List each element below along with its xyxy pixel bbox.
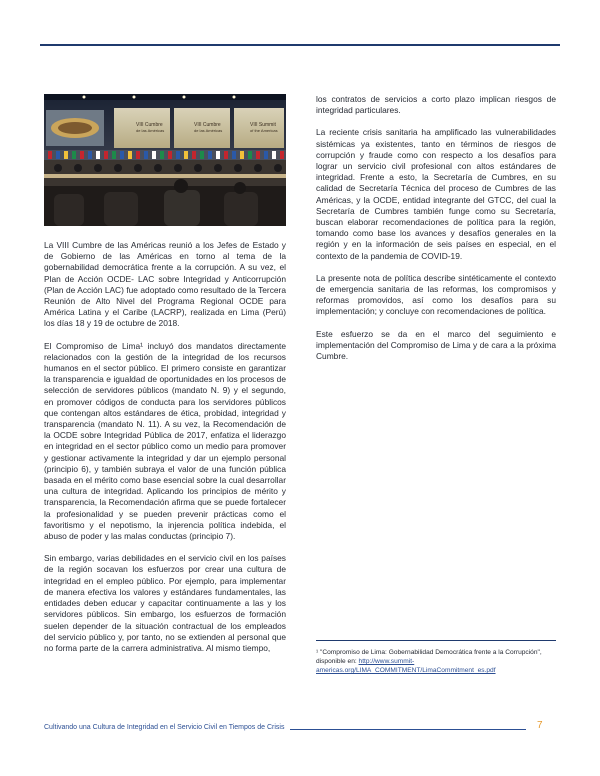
paragraph: La reciente crisis sanitaria ha amplificado las vulnerabilidades sistémicas ya existentes, tanto en términos de riesgos de corrupción y fraude como con respecto a los desafíos para lograr un servicio civil profesional con altos estándares de integridad. Frente a esto, la Secretaría de Cumbres, en su calidad de Secretaría Técnica del proceso de Cumbres de las Américas, y la OCDE, entidad integrante del GTCC, del cual la Secretaría de Cumbres también funge como su Secretaría, buscan elaborar recomendaciones de política para la región, tomando como base los avances y desafíos generales en la región y en la información de seis países en especial, en el contexto de la pandemia de COVID-19. [316, 127, 556, 261]
left-column [44, 240, 286, 665]
footnote [316, 648, 556, 675]
footer-rule [290, 729, 526, 730]
footnote-text: ¹ "Compromiso de Lima: Gobernabilidad Democrática frente a la Corrupción", disponible en: [316, 649, 542, 665]
footnote-rule [316, 640, 556, 641]
paragraph: El Compromiso de Lima¹ incluyó dos mandatos directamente relacionados con la gestión de la integridad de los recursos humanos en el sector público. El primero consiste en garantizar la transparencia e igualdad de oportunidades en los procesos de selección de servidores públicos (mandato N. 9) y el segundo, en promover códigos de conducta para los servidores públicos que contengan altos estándares de ética, probidad, integridad y transparencia (mandato N. 11). A su vez, la Recomendación de la OCDE sobre Integridad Pública de 2017, enfatiza el liderazgo en integridad en el sector público como un medio para promover y gestionar activamente la integridad y dar un ejemplo personal (principio 6), y también subraya el valor de una función pública basada en el mérito como base esencial sobre la cual desarrollar una cultura de integridad. Aplicando los principios de mérito y transparencia, la Recomendación afirma que se puede fortalecer la profesionalidad y se pueden prevenir prácticas como el favoritismo y el nepotismo, la injerencia política indebida, el abuso de poder y las malas conductas (principio 7). [44, 340, 286, 542]
svg-text:of the Americas: of the Americas [250, 128, 278, 133]
paragraph: los contratos de servicios a corto plazo implican riesgos de integridad particulares. [316, 94, 556, 116]
paragraph: La presente nota de política describe sintéticamente el contexto de emergencia sanitaria de las reformas, los compromisos y reformas promovidos, así como los desafíos para su implementación; y concluye con recomendaciones de política. [316, 272, 556, 317]
page-number: 7 [537, 720, 543, 731]
photo-caption: La VIII Cumbre de las Américas reunió a los Jefes de Estado y de Gobierno de las Américas en torno al tema de la gobernabilidad democrática frente a la corrupción. A su vez, el Plan de Acción OCDE- LAC sobre Integridad y Anticorrupción (Plan de Acción LAC) fue adoptado como resultado de la Tercera Reunión de Alto Nivel del Programa Regional OCDE para América Latina y el Caribe (LACRP), realizada en Lima (Perú) los días 18 y 19 de octubre de 2018. [44, 240, 286, 329]
paragraph: Sin embargo, varias debilidades en el servicio civil en los países de la región socavan los esfuerzos por crear una cultura de integridad en el empleo público. Por ejemplo, para implementar de manera efectiva los valores y estándares fundamentales, las entidades deben educar y capacitar continuamente a las y los servidores públicos. Sin embargo, los esfuerzos de formación suelen depender de la situación contractual de los empleados del servicio público y, por tanto, no se extienden al personal que no forma parte de la carrera administrativa. Al mismo tiempo, [44, 553, 286, 653]
paragraph: Este esfuerzo se da en el marco del seguimiento e implementación del Compromiso de Lima y de cara a la próxima Cumbre. [316, 328, 556, 362]
footer-title: Cultivando una Cultura de Integridad en el Servicio Civil en Tiempos de Crisis [44, 724, 285, 731]
footnote-link[interactable]: http://www.summit-americas.org/LIMA_COMMITMENT/LimaCommitment_es.pdf [316, 658, 496, 674]
summit-photo [44, 94, 286, 226]
right-column [316, 94, 556, 373]
svg-text:VIII Cumbre: VIII Cumbre [194, 122, 221, 128]
svg-text:VIII Cumbre: VIII Cumbre [136, 122, 163, 128]
svg-text:de las Américas: de las Américas [194, 128, 223, 133]
svg-text:de las Américas: de las Américas [136, 128, 165, 133]
svg-text:VIII Summit: VIII Summit [250, 122, 276, 128]
header-rule [40, 44, 560, 46]
